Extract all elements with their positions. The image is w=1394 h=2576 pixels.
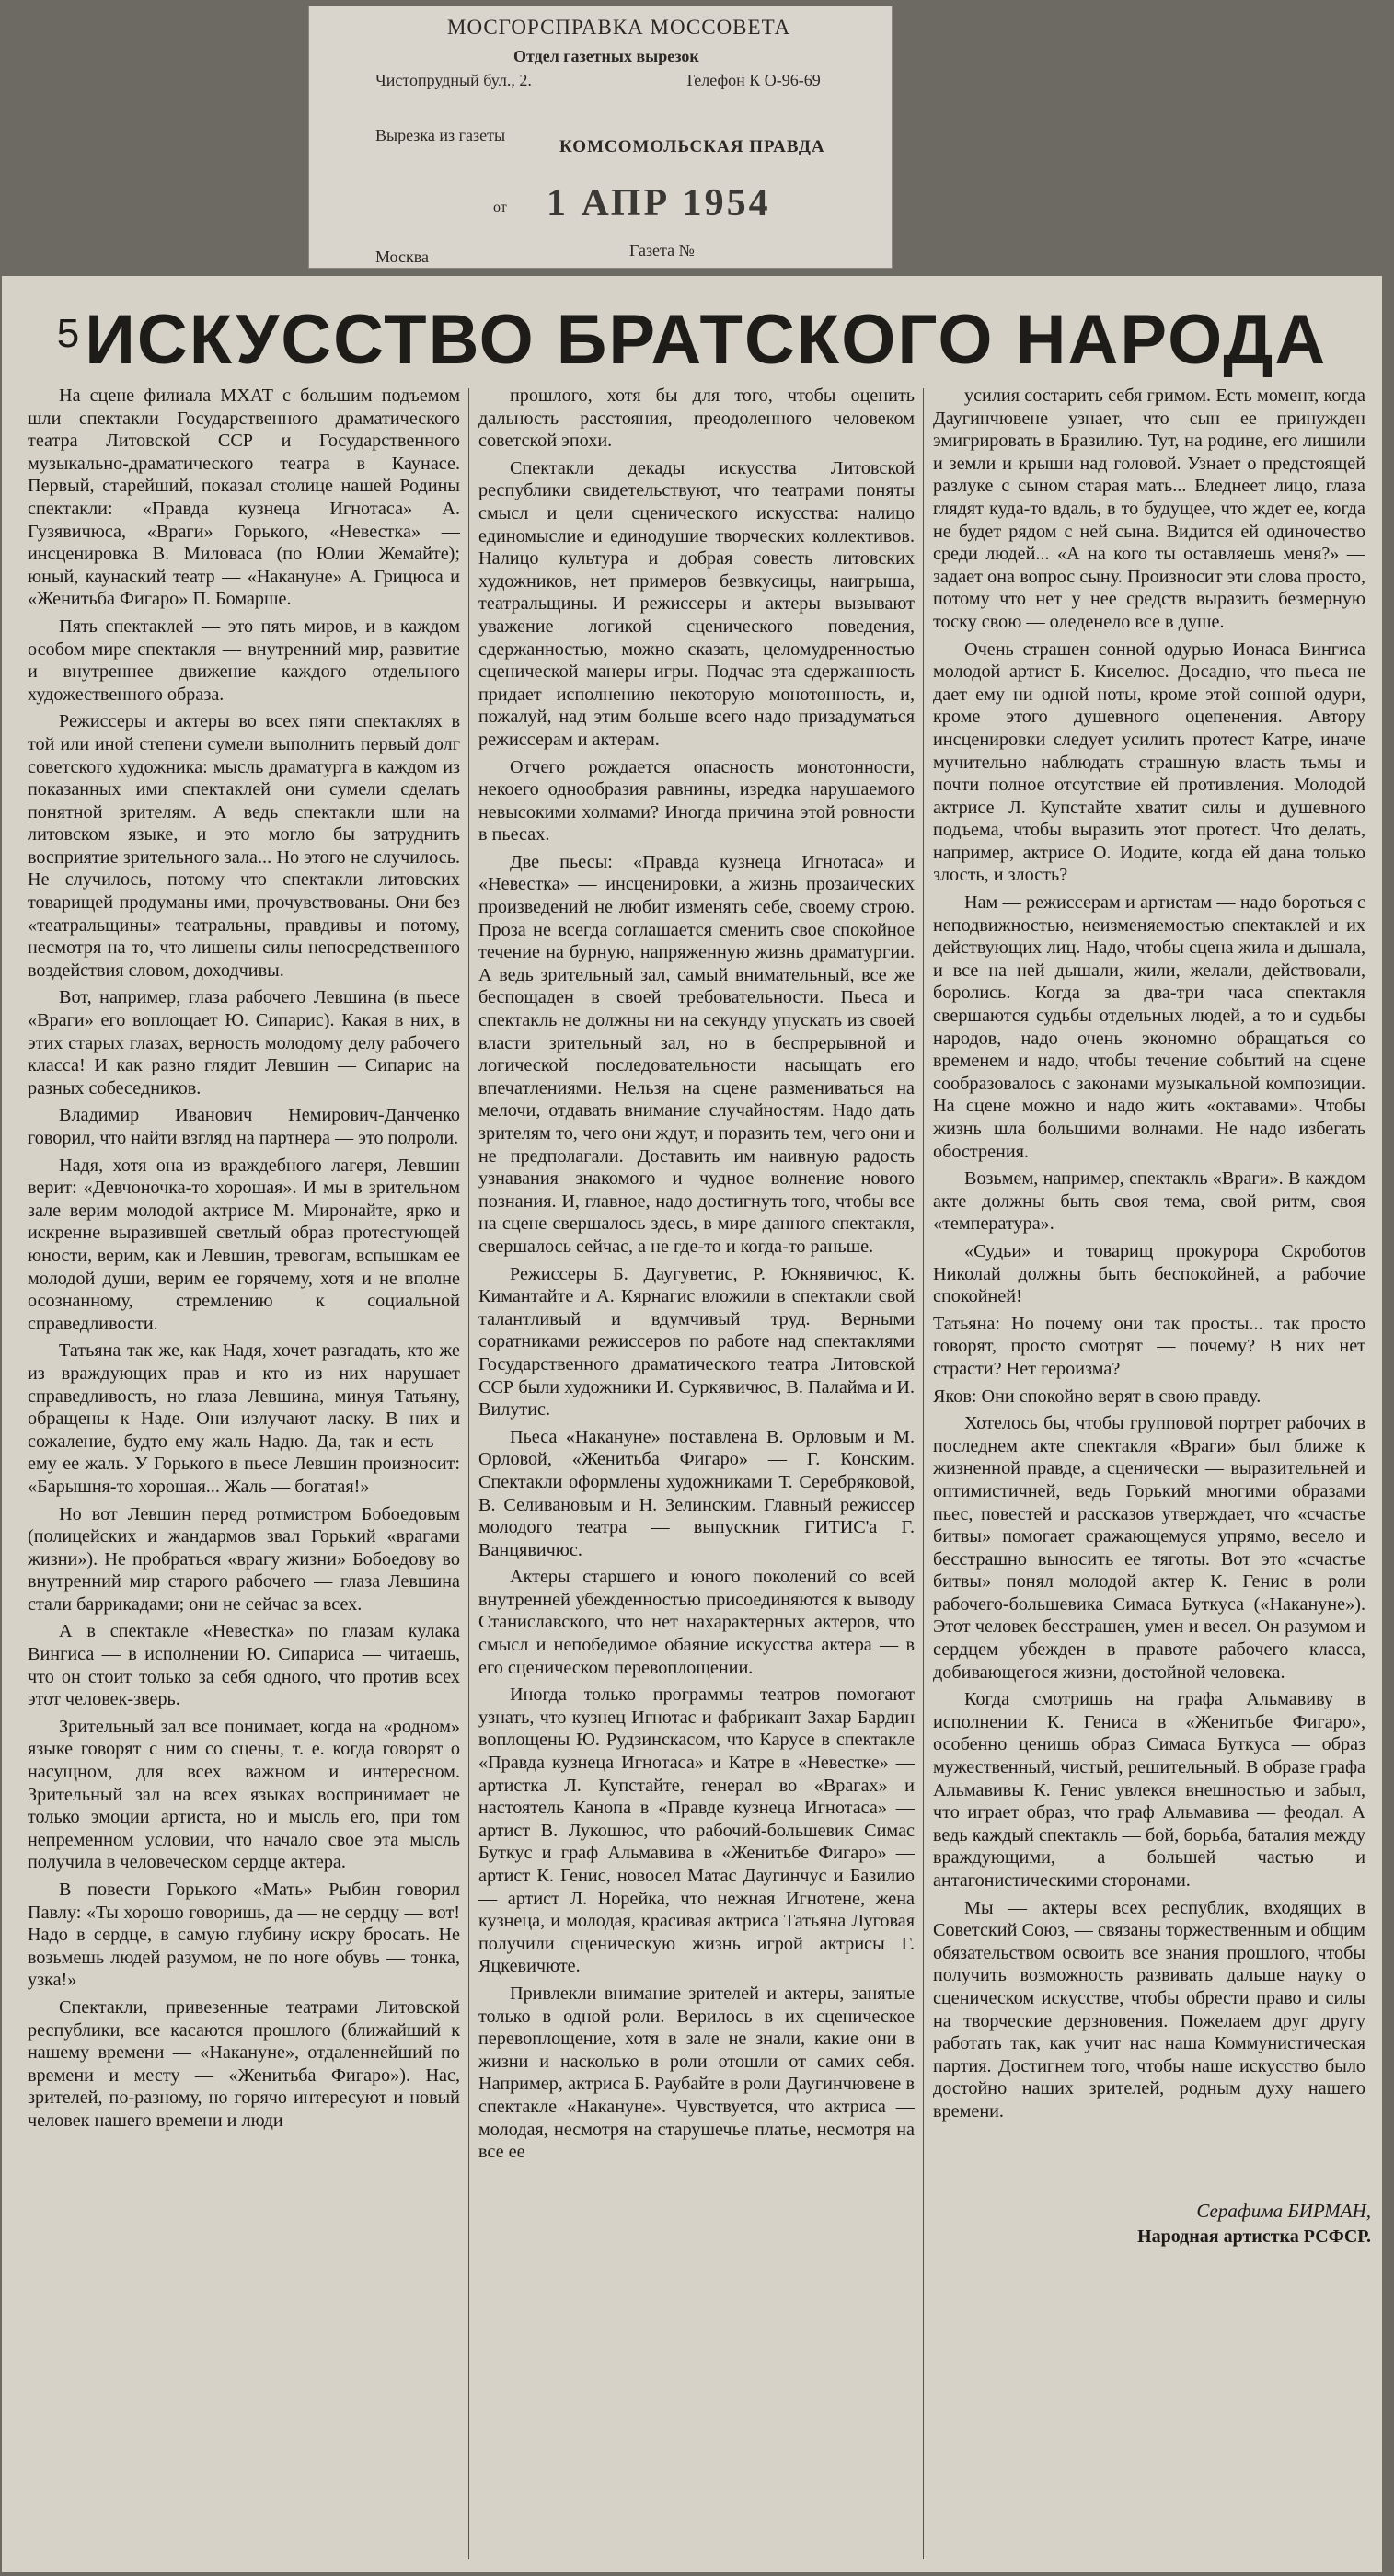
article-paragraph: Привлекли внимание зрителей и актеры, занятые только в одной роли. Верилось в их сценическое перевоплощение, хотя в зале не знали, какие они в жизни и насколько в роли отошли от самих себя. Например, актриса Б. Раубайте в роли Даугинчювене в спектакле «Накануне». Чувствуется, что актриса — молодая, несмотря на старушечье платье, несмотря на все ее [478,1983,915,2163]
article-paragraph: А в спектакле «Невестка» по глазам кулака Вингиса — в исполнении Ю. Сипариса — читаешь, что он стоит только за себя одного, что против всех этот человек-зверь. [28,1621,460,1710]
article-number: 5 [56,311,82,356]
article-column-2 [478,385,915,2556]
article-paragraph: Две пьесы: «Правда кузнеца Игнотаса» и «Невестка» — инсценировки, а жизнь прозаических произведений не любит изменять себе, своему строю. Проза не всегда соглашается сменить свое спокойное течение на бурную, напряженную жизнь драматургии. А ведь зрительный зал, самый внимательный, все же беспощаден в своей требовательности. Пьеса и спектакль не должны ни на секунду упускать из своей власти зрительный зал, но в беспрерывной и логической последовательности насыщать его впечатлениями. Нельзя на сцене размениваться на мелочи, отдавать внимание случайностям. Надо дать зрителям то, чего они ждут, и поразить тем, чего они и не предполагали. Доставить им наивную радость узнавания знакомого и чудное волнение нового познания. И, главное, надо достигнуть того, чтобы все на сцене свершалось здесь, в мире данного спектакля, свершалось сейчас, а не где-то и когда-то раньше. [478,851,915,1257]
stamp-clip-label: Вырезка из газеты [375,126,506,144]
article-paragraph: Мы — актеры всех республик, входящих в Советский Союз, — связаны торжественным и общим обязательством освоить все знания прошлого, чтобы получить возможность развивать дальше науку о сценическом искусстве, чтобы обрести право и силы на творческие дерзновения. Пожелаем друг другу работать так, как учит нас наша Коммунистическая партия. Достигнем того, чтобы наше искусство было достойно наших зрителей, родным духу нашего времени. [933,1897,1365,2122]
article-paragraph: Нам — режиссерам и артистам — надо бороться с неподвижностью, неизменяемостью спектаклей и их действующих лиц. Надо, чтобы сцена жила и дышала, и все на ней дышали, жили, желали, действовали, боролись. Когда за два-три часа спектакля свершаются судьбы отдельных людей, а то и судьбы народов, надо очень экономно обращаться со временем и надо, чтобы течение событий на сцене сообразовалось с законами музыкальной композиции. На сцене можно и надо жить «октавами». Чтобы жизнь шла большими волнами. Не надо избегать обострения. [933,892,1365,1162]
article-paragraph: Иногда только программы театров помогают узнать, что кузнец Игнотас и фабрикант Захар Бардин воплощены Ю. Рудзинскасом, что Карусе в спектакле «Правда кузнеца Игнотаса» и Катре в «Невестке» — артистка Л. Купстайте, генерал во «Врагах» и настоятель Канопа в «Правде кузнеца Игнотаса» — артист В. Лукошюс, что рабочий-большевик Симас Буткус и граф Альмавива в «Женитьбе Фигаро» — артист К. Генис, новосел Матас Даугинчус и Базилио — артист Л. Норейка, что нежная Игнотене, жена кузнеца, и молодая, красивая актриса Татьяна Луговая получили сценическую жизнь игрой актрисы Г. Яцкевичюте. [478,1685,915,1977]
article-paragraph: В повести Горького «Мать» Рыбин говорил Павлу: «Ты хорошо говоришь, да — не сердцу — вот! Надо в сердце, в самую глубину искру бросать. Не возьмешь людей разумом, не по ноге обувь — тонка, узка!» [28,1880,460,1991]
article-paragraph: Вот, например, глаза рабочего Левшина (в пьесе «Враги» его воплощает Ю. Сипарис). Какая в них, в этих старых глазах, верность молодому делу рабочего класса! И как разно глядит Левшин — Сипарис на разных собеседников. [28,987,460,1098]
article-paragraph: Режиссеры Б. Даугуветис, Р. Юкнявичюс, К. Кимантайте и А. Кярнагис вложили в спектакли свой талантливый и вдумчивый труд. Верными соратниками режиссеров по работе над спектаклями Государственного драматического театра Литовской ССР были художники И. Суркявичюс, В. Палайма и И. Вилутис. [478,1263,915,1420]
article-paragraph: Спектакли декады искусства Литовской республики свидетельствуют, что театрами поняты смысл и цели сценического искусства: налицо единомыслие и единодушие творческих коллективов. Налицо культура и добрая совесть литовских художников, нет примеров безвкусицы, наигрыша, театральщины. И режиссеры и актеры вызывают уважение логикой сценического поведения, сдержанностью, можно сказать, целомудренностью сценической манеры игры. Подчас эта сдержанность придает исполнению некоторую монотонность, и, пожалуй, над этим больше всего надо призадуматься режиссерам и актерам. [478,457,915,750]
article-paragraph: Режиссеры и актеры во всех пяти спектаклях в той или иной степени сумели выполнить первый долг советского художника: мысль драматурга в каждом из показанных ими спектаклей они сумели сделать понятной зрителям. А ведь спектакли шли на литовском языке, и это могло бы затруднить восприятие зрительного зала... Но этого не случилось. Не случилось, потому что спектакли литовских товарищей продуманы ими, прочувствованы. Они без «театральщины» театральны, правдивы и потому, несмотря на то, что лишены силы непосредственного воздействия словом, доходчивы. [28,711,460,981]
article-paragraph: Возьмем, например, спектакль «Враги». В каждом акте должны быть своя тема, свой ритм, своя «температура». [933,1168,1365,1235]
column-divider [923,388,924,2559]
stamp-gazeta-number: Газета № [629,241,695,259]
stamp-paper-name: КОМСОМОЛЬСКАЯ ПРАВДА [559,137,825,156]
article-paragraph: Надя, хотя она из враждебного лагеря, Левшин верит: «Девчоночка-то хорошая». И мы в зрительном зале верим молодой актрисе М. Миронайте, ярко и искренне выразившей светлый образ протестующей юности, верим, как и Левшин, тревогам, вспышкам ее молодой души, верим ее горячему, хотя и не вполне осознанному, стремлению к социальной справедливости. [28,1155,460,1334]
article-paragraph: На сцене филиала МХАТ с большим подъемом шли спектакли Государственного драматического театра Литовской ССР и Государственного музыкально-драматического театра в Каунасе. Первый, старейший, показал столице нашей Родины спектакли: «Правда кузнеца Игнотаса» А. Гузявичюса, «Враги» Горького, «Невестка» — инсценировка В. Миловаса (по Юлии Жемайте); юный, каунаский театр — «Накануне» А. Грицюса и «Женитьба Фигаро» П. Бомарше. [28,385,460,610]
article-headline [2,283,1382,385]
article-paragraph: усилия состарить себя гримом. Есть момент, когда Даугинчювене узнает, что сын ее принужден эмигрировать в Бразилию. Тут, на родине, его лишили и земли и крыши над головой. Узнает о предстоящей разлуке с сыном старая мать... Бледнеет лицо, глаза глядят куда-то вдаль, в то будущее, что ждет ее, когда не будет рядом с ней сына. Видится ей одиночество среди людей... «А на кого ты оставляешь меня?» — задает она вопрос сыну. Произносит эти слова просто, потому что нет у нее средств выразить безмерную тоску свою — оледенело все в душе. [933,385,1365,632]
clipping-bureau-stamp [308,6,893,269]
article-paragraph: Актеры старшего и юного поколений со всей внутренней убежденностью присоединяются к выводу Станиславского, что нет нахарактерных актеров, что смысл и непобедимое обаяние искусства актера — в его сценическом перевоплощении. [478,1567,915,1678]
article-paragraph: Пьеса «Накануне» поставлена В. Орловым и М. Орловой, «Женитьба Фигаро» — Г. Конским. Спектакли оформлены художниками Т. Серебряковой, В. Селивановым и Н. Зелинским. Главный режиссер молодого театра — выпускник ГИТИС'а Г. Ванцявичюс. [478,1426,915,1560]
article-paragraph: Яков: Они спокойно верят в свою правду. [933,1386,1262,1407]
article-paragraph: Отчего рождается опасность монотонности, некоего однообразия равнины, изредка нарушаемого невысокими холмами? Иногда причина этой ровности в пьесах. [478,756,915,845]
stamp-date: 1 АПР 1954 [547,182,771,224]
stamp-org: МОСГОРСПРАВКА МОССОВЕТА [447,16,791,39]
author-title: Народная артистка РСФСР. [1137,2226,1371,2247]
article-paragraph: Когда смотришь на графа Альмавиву в исполнении К. Гениса в «Женитьбе Фигаро», особенно ценишь образ Симаса Буткуса — образ мужественный, чистый, решительный. В образе графа Альмавивы К. Генис увлекся внешностью и забыл, что играет образ, что граф Альмавива — феодал. А ведь каждый спектакль — бой, борьба, баталия между враждующими, а большей частью и антагонистическими сторонами. [933,1689,1365,1891]
article-paragraph: Хотелось бы, чтобы групповой портрет рабочих в последнем акте спектакля «Враги» был ближе к жизненной правде, а сценически — выразительней и оптимистичней, ведь Горький многими образами пьес, повестей и рассказов утверждает, что «счастье битвы» помогает сражающемуся упрямо, весело и бесстрашно выносить ее тяготы. Вот это «счастье битвы» понял молодой актер К. Генис в роли рабочего-большевика Симаса Буткуса («Накануне»). Этот человек бесстрашен, умен и весел. Он разумом и сердцем убежден в правоте рабочего класса, добивающегося жизни, достойной человека. [933,1413,1365,1683]
stamp-address: Чистопрудный бул., 2. [375,71,532,89]
stamp-from: от [493,200,507,215]
column-divider [468,388,469,2559]
article-paragraph: Владимир Иванович Немирович-Данченко говорил, что найти взгляд на партнера — это полроли. [28,1105,460,1148]
article-paragraph: Но вот Левшин перед ротмистром Бобоедовым (полицейских и жандармов звал Горький «врагами жизни»). Не пробраться «врагу жизни» Бобоедову во внутренний мир старого рабочего — глаза Левшина стали баррикадами; они не сейчас за всех. [28,1503,460,1615]
stamp-dept: Отдел газетных вырезок [513,47,699,65]
article-column-1 [28,385,460,2556]
stamp-city: Москва [375,247,429,266]
article-paragraph: Очень страшен сонной одурью Ионаса Вингиса молодой артист Б. Киселюс. Досадно, что пьеса не дает ему ни одной ноты, кроме этой сонной одури, кроме этого душевного оцепенения. Автору инсценировки следует усилить протест Катре, иначе мучительно наблюдать страшную власть тьмы и почти полное отсутствие ей противления. Молодой актрисе Л. Купстайте хватит силы и душевного подъема, чтобы выразить этот протест. Что делать, например, актрисе О. Иодите, когда ей дана только злость, и злость? [933,638,1365,886]
article-paragraph: прошлого, хотя бы для того, чтобы оценить дальность расстояния, преодоленного человеком советской эпохи. [478,385,915,452]
article-paragraph: Татьяна так же, как Надя, хочет разгадать, кто же из враждующих прав и кто из них нарушает справедливость, но глаза Левшина, минуя Татьяну, обращены к Наде. Они излучают ласку. В них и сожаление, будто ему жаль Надю. Да, так и есть — ему ее жаль. У Горького в пьесе Левшин произносит: «Барышня-то хорошая... Жаль — богатая!» [28,1340,460,1497]
article-paragraph: Спектакли, привезенные театрами Литовской республики, все касаются прошлого (ближайший к нашему времени — «Накануне», отдаленнейший по времени и месту — «Женитьба Фигаро»). Нас, зрителей, по-разному, но горячо интересуют и новый человек нашего времени и люди [28,1996,460,2131]
article-paragraph: «Судьи» и товарищ прокурора Скроботов Николай должны быть беспокойней, а рабочие спокойней! [933,1240,1365,1307]
article-paragraph: Татьяна: Но почему они так просты... так просто говорят, просто смотрят — почему? В них нет страсти? Нет героизма? [933,1313,1365,1379]
article-paragraph: Зрительный зал все понимает, когда на «родном» языке говорят с ним со сцены, т. е. когда говорят о насущном, для всех важном и интересном. Зрительный зал на всех языках воспринимает не только эмоции артиста, но и мысль его, при том непременном условии, что начало свое эта мысль получила в человеческом сердце актера. [28,1716,460,1873]
stamp-phone: Телефон К О-96-69 [685,71,821,89]
article-paragraph: Пять спектаклей — это пять миров, и в каждом особом мире спектакля — внутренний мир, развитие и внутреннее движение каждого отдельного художественного образа. [28,615,460,705]
author-signature: Серафима БИРМАН, [1196,2200,1371,2222]
article-title: ИСКУССТВО БРАТСКОГО НАРОДА [85,301,1328,379]
